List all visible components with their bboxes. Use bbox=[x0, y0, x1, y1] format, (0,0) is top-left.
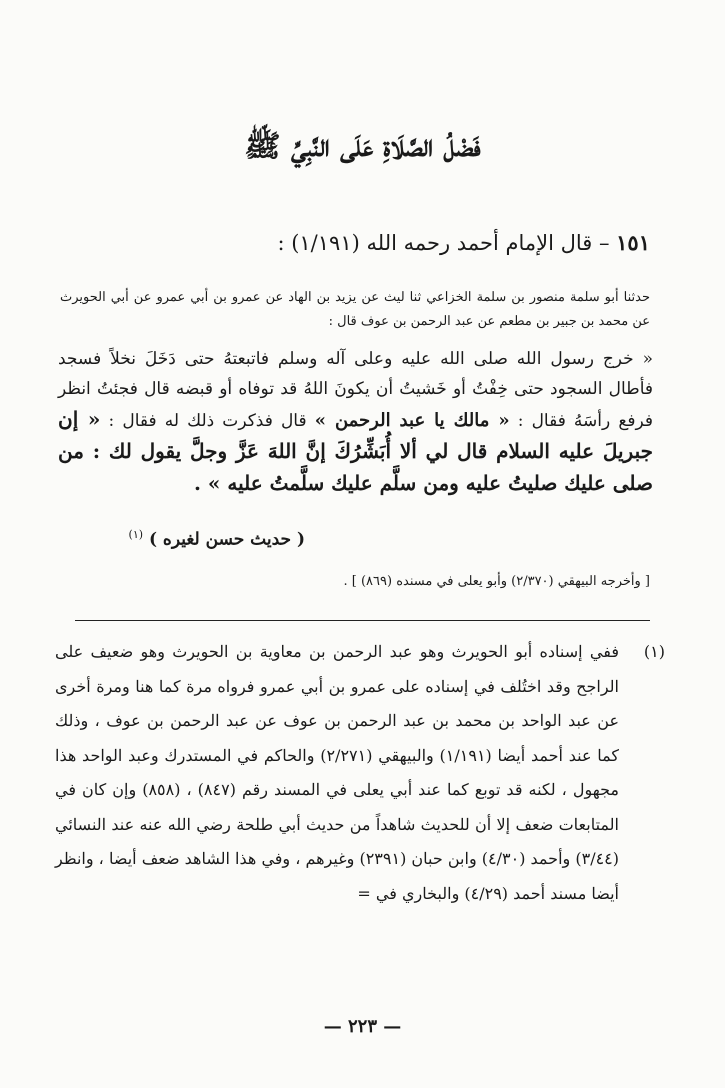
chapter-title: فَضْلُ الصَّلَاةِ عَلَى النَّبِيِّ ﷺ bbox=[244, 129, 481, 164]
hadith-number: ١٥١ bbox=[616, 230, 650, 255]
hadith-text bbox=[58, 344, 653, 500]
prophet-quote-2: « إن جبريلَ عليه السلام قال لي ألا أُبَشِّرُكَ إنَّ اللهَ عَزَّ وجلَّ يقول لك : من صلى عليك صليتُ عليه ومن سلَّم عليك سلَّمتُ عليه » . bbox=[58, 407, 653, 495]
footnote-text: ففي إسناده أبو الحويرث وهو عبد الرحمن بن معاوية بن الحويرث وهو ضعيف على الراجح وقد اختُلف في إسناده على عمرو بن أبي عمرو فرواه مرة كما هنا ومرة أخرى عن عبد الواحد بن محمد بن عبد الرحمن بن عوف عن عبد الرحمن بن عوف ، وذلك كما عند أحمد أيضا (١/١٩١) والبيهقي (٢/٢٧١) والحاكم في المستدرك وعبد الواحد هذا مجهول ، لكنه قد توبع كما عند أبي يعلى في المسند رقم (٨٤٧) ، (٨٥٨) وإن كان في المتابعات ضعف إلا أن للحديث شاهداً من حديث أبي طلحة رضي الله عنه عند النسائي (٣/٤٤) وأحمد (٤/٣٠) وابن حبان (٢٣٩١) وغيرهم ، وفي هذا الشاهد ضعف أيضا ، وانظر أيضا مسند أحمد (٤/٢٩) والبخاري في = bbox=[55, 642, 620, 903]
hadith-heading-text: – قال الإمام أحمد رحمه الله (١/١٩١) : bbox=[277, 231, 610, 255]
isnad-chain: حدثنا أبو سلمة منصور بن سلمة الخزاعي ثنا ليث عن يزيد بن الهاد عن عمرو بن أبي عمرو عن أبي الحويرث عن محمد بن جبير بن مطعم عن عبد الرحمن بن عوف قال : bbox=[60, 290, 650, 329]
takhrij-note: [ وأخرجه البيهقي (٢/٣٧٠) وأبو يعلى في مسنده (٨٦٩) ] . bbox=[343, 574, 650, 589]
hadith-heading bbox=[50, 228, 650, 258]
prophet-quote-1: « مالك يا عبد الرحمن » bbox=[314, 410, 510, 431]
footnote-marker: (١) bbox=[643, 642, 665, 661]
hadith-text-part1: « خرج رسول الله صلى الله عليه وعلى آله وسلم فاتبعتهُ حتى دَخَلَ نخلاً فسجد فأطال السجود حتى خِفْتُ أو خَشيتُ أن يكونَ اللهُ قد توفاه أو قبضه قال فجئتُ انظر فرفع رأسَهُ فقال : bbox=[58, 349, 654, 431]
hadith-grade bbox=[65, 520, 305, 555]
footnote-divider bbox=[75, 620, 650, 621]
page-number: — ٢٢٣ — bbox=[323, 1016, 402, 1037]
hadith-text-part2: قال فذكرت ذلك له فقال : bbox=[108, 411, 307, 431]
footnote bbox=[55, 635, 665, 911]
footnote-reference: (١) bbox=[128, 528, 144, 541]
hadith-grade-text: ( حديث حسن لغيره ) bbox=[148, 529, 305, 550]
